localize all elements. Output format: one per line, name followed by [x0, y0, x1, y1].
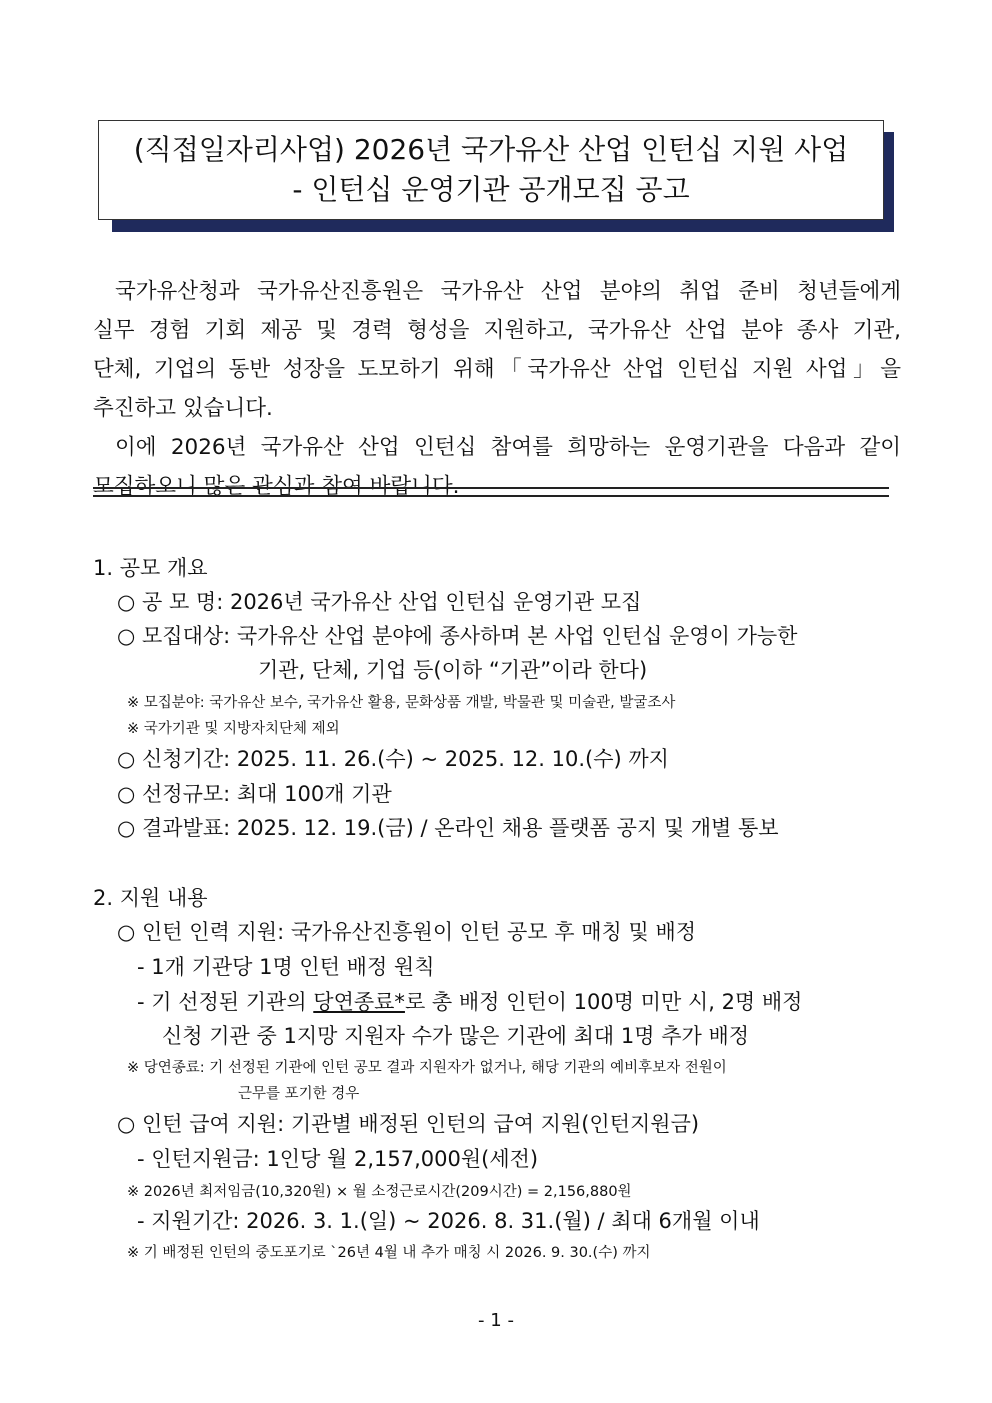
- note-field: ※ 모집분야: 국가유산 보수, 국가유산 활용, 문화상품 개발, 박물관 및 미술관, 발굴조사: [127, 695, 676, 711]
- intro-line: 모집하오니 많은 관심과 참여 바랍니다.: [93, 474, 460, 499]
- item-result: ○ 결과발표: 2025. 12. 19.(금) / 온라인 채용 플랫폼 공지 및 개별 통보: [117, 816, 779, 840]
- item-scale: ○ 선정규모: 최대 100개 기관: [117, 782, 392, 806]
- pay-amount: - 인턴지원금: 1인당 월 2,157,000원(세전): [137, 1147, 539, 1171]
- title-frame: [98, 120, 884, 220]
- note-auto-end: ※ 당연종료: 기 선정된 기관에 인턴 공모 결과 지원자가 없거나, 해당 기관의 예비후보자 전원이: [127, 1060, 727, 1076]
- staff-rule-1: - 1개 기관당 1명 인턴 배정 원칙: [137, 955, 435, 979]
- intro-line: 추진하고 있습니다.: [93, 396, 273, 421]
- item-pay: ○ 인턴 급여 지원: 기관별 배정된 인턴의 급여 지원(인턴지원금): [117, 1112, 700, 1136]
- title-line-1: (직접일자리사업) 2026년 국가유산 산업 인턴십 지원 사업: [133, 133, 849, 166]
- title-box: [98, 120, 894, 232]
- staff-rule-2-a: - 기 선정된 기관의: [137, 990, 314, 1014]
- section-2-heading: 2. 지원 내용: [93, 886, 208, 910]
- pay-period: - 지원기간: 2026. 3. 1.(일) ~ 2026. 8. 31.(월) / 최대 6개월 이내: [137, 1209, 760, 1233]
- page-number: - 1 -: [478, 1310, 514, 1331]
- item-name: ○ 공 모 명: 2026년 국가유산 산업 인턴십 운영기관 모집: [117, 590, 642, 614]
- item-target: ○ 모집대상: 국가유산 산업 분야에 종사하며 본 사업 인턴십 운영이 가능한: [117, 624, 798, 648]
- note-exclude: ※ 국가기관 및 지방자치단체 제외: [127, 721, 340, 737]
- intro-line: 이에 2026년 국가유산 산업 인턴십 참여를 희망하는 운영기관을 다음과 같이: [115, 435, 901, 460]
- double-separator: [93, 487, 889, 497]
- item-target-cont: 기관, 단체, 기업 등(이하 “기관”이라 한다): [258, 658, 648, 682]
- note-extra: ※ 기 배정된 인턴의 중도포기로 `26년 4월 내 추가 매칭 시 2026. 9. 30.(수) 까지: [127, 1245, 651, 1261]
- intro-paragraph-1: [93, 272, 901, 428]
- item-staff: ○ 인턴 인력 지원: 국가유산진흥원이 인턴 공모 후 매칭 및 배정: [117, 920, 697, 944]
- staff-rule-2-b: 로 총 배정 인턴이 100명 미만 시, 2명 배정: [404, 990, 803, 1014]
- title-line-2: - 인턴십 운영기관 공개모집 공고: [292, 173, 690, 206]
- section-1-heading: 1. 공모 개요: [93, 556, 208, 580]
- note-auto-end-cont: 근무를 포기한 경우: [238, 1086, 360, 1102]
- intro-line: 실무 경험 기회 제공 및 경력 형성을 지원하고, 국가유산 산업 분야 종사 기관,: [93, 318, 901, 343]
- staff-rule-2-cont: 신청 기관 중 1지망 지원자 수가 많은 기관에 최대 1명 추가 배정: [162, 1024, 750, 1048]
- item-period: ○ 신청기간: 2025. 11. 26.(수) ~ 2025. 12. 10.(수) 까지: [117, 747, 669, 771]
- intro-line: 단체, 기업의 동반 성장을 도모하기 위해「국가유산 산업 인턴십 지원 사업」을: [93, 357, 901, 382]
- auto-end-term: 당연종료*: [313, 990, 405, 1014]
- staff-rule-2: [137, 987, 802, 1017]
- note-wage: ※ 2026년 최저임금(10,320원) × 월 소정근로시간(209시간) = 2,156,880원: [127, 1184, 632, 1200]
- intro-line: 국가유산청과 국가유산진흥원은 국가유산 산업 분야의 취업 준비 청년들에게: [115, 279, 901, 304]
